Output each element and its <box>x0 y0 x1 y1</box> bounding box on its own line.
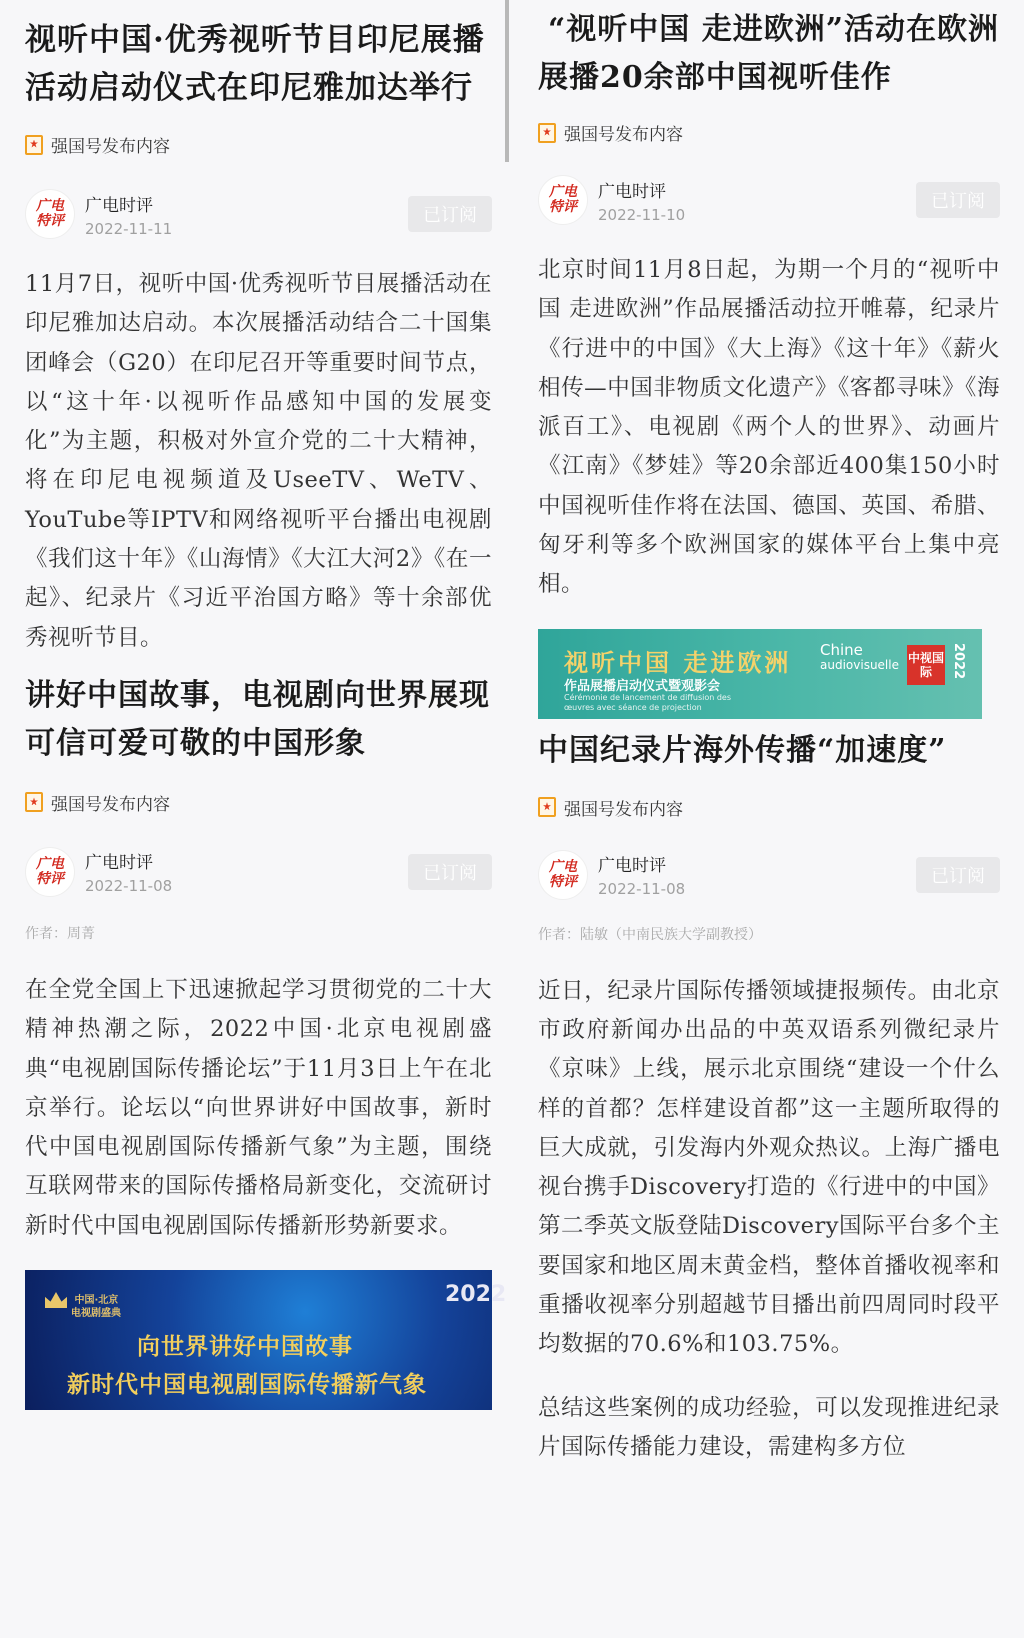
banner-subtitle: 作品展播启动仪式暨观影会 <box>564 678 721 694</box>
crown-icon <box>45 1292 67 1308</box>
author-row <box>538 850 1000 900</box>
publish-date: 2022-11-10 <box>598 205 686 224</box>
publish-date: 2022-11-11 <box>85 219 173 238</box>
publish-date: 2022-11-08 <box>598 880 686 899</box>
publisher-badge-icon <box>25 135 43 155</box>
avatar[interactable]: 广电 特评 <box>538 850 588 900</box>
article-card[interactable] <box>538 6 1000 719</box>
article-banner-image[interactable] <box>25 1270 507 1410</box>
source-label: 强国号发布内容 <box>564 125 683 145</box>
subscribed-button[interactable]: 已订阅 <box>916 182 1000 218</box>
article-body: 在全党全国上下迅速掀起学习贯彻党的二十大精神热潮之际，2022中国·北京电视剧盛典“电视剧国际传播论坛”于11月3日上午在北京举行。论坛以“向世界讲好中国故事，新时代中国电视剧国际传播新气象”为主题，围绕互联网带来的国际传播格局新变化，交流研讨新时代中国电视剧国际传播新形势新要求。 <box>25 976 492 1239</box>
article-body: 11月7日，视听中国·优秀视听节目展播活动在印尼雅加达启动。本次展播活动结合二十国集团峰会（G20）在印尼召开等重要时间节点，以“这十年·以视听作品感知中国的发展变化”为主题，积极对外宣介党的二十大精神，将在印尼电视频道及UseeTV、WeTV、YouTube等IPTV和网络视听平台播出电视剧《我们这十年》《山海情》《大江大河2》《在一起》、纪录片《习近平治国方略》等十余部优秀视听节目。 <box>25 271 492 651</box>
subscribed-button[interactable]: 已订阅 <box>916 857 1000 893</box>
article-body-continued: 总结这些案例的成功经验，可以发现推进纪录片国际传播能力建设，需建构多方位 <box>538 1394 1000 1460</box>
article-title[interactable]: 视听中国·优秀视听节目印尼展播活动启动仪式在印尼雅加达举行 <box>25 22 485 106</box>
author-name[interactable]: 广电时评 <box>598 856 666 877</box>
article-title[interactable]: 中国纪录片海外传播“加速度” <box>538 732 947 768</box>
article-byline: 作者：陆敏（中南民族大学副教授） <box>538 926 762 943</box>
article-body: 近日，纪录片国际传播领域捷报频传。由北京市政府新闻办出品的中英双语系列微纪录片《京味》上线，展示北京围绕“建设一个什么样的首都？怎样建设首都”这一主题所取得的巨大成就，引发海内外观众热议。上海广播电视台携手Discovery打造的《行进中的中国》第二季英文版登陆Discovery国际平台多个主要国家和地区周末黄金档，整体首播收视率和重播收视率分别超越节目播出前四周同时段平均数据的70.6%和103.75%。 <box>538 977 1000 1358</box>
avatar[interactable]: 广电 特评 <box>25 847 75 897</box>
left-column <box>0 0 512 1410</box>
article-card[interactable] <box>25 672 507 1410</box>
source-label: 强国号发布内容 <box>51 794 170 815</box>
banner-french-title: Chine audiovisuelle <box>820 640 899 672</box>
article-title[interactable]: “视听中国 走进欧洲”活动在欧洲展播20余部中国视听佳作 <box>538 12 999 95</box>
subscribed-button[interactable]: 已订阅 <box>408 854 492 890</box>
source-tag <box>25 790 492 815</box>
cctv-international-logo: 中视国际 <box>907 645 945 685</box>
article-title[interactable]: 讲好中国故事，电视剧向世界展现可信可爱可敬的中国形象 <box>25 677 490 761</box>
avatar[interactable]: 广电 特评 <box>25 189 75 239</box>
author-name[interactable]: 广电时评 <box>598 181 666 202</box>
publisher-badge-icon <box>25 792 43 812</box>
article-byline: 作者：周菁 <box>25 925 95 942</box>
article-card[interactable] <box>25 16 492 658</box>
publisher-badge-icon <box>538 797 556 817</box>
banner-subheadline: 新时代中国电视剧国际传播新气象 <box>67 1372 427 1399</box>
source-tag <box>538 795 1000 820</box>
author-name[interactable]: 广电时评 <box>85 195 153 216</box>
article-banner-image[interactable] <box>538 629 982 719</box>
banner-year: 2022 <box>445 1282 507 1308</box>
subscribed-button[interactable]: 已订阅 <box>408 196 492 232</box>
author-row <box>25 189 492 239</box>
avatar[interactable]: 广电 特评 <box>538 175 588 225</box>
right-column <box>512 0 1024 1467</box>
source-tag <box>25 132 492 157</box>
banner-year: 2022 <box>951 642 966 679</box>
publisher-badge-icon <box>538 123 556 143</box>
article-body: 北京时间11月8日起，为期一个月的“视听中国 走进欧洲”作品展播活动拉开帷幕，纪录片《行进中的中国》《大上海》《这十年》《薪火相传—中国非物质文化遗产》《客都寻味》《海派百工》、电视剧《两个人的世界》、动画片《江南》《梦娃》等20余部近400集150小时中国视听佳作将在法国、德国、英国、希腊、匈牙利等多个欧洲国家的媒体平台上集中亮相。 <box>538 257 1000 598</box>
publish-date: 2022-11-08 <box>85 877 173 896</box>
banner-caption: Cérémonie de lancement de diffusion des œuvres avec séance de projection <box>564 692 732 712</box>
author-name[interactable]: 广电时评 <box>85 853 153 874</box>
banner-headline: 向世界讲好中国故事 <box>137 1334 353 1361</box>
article-card[interactable] <box>538 727 1000 1468</box>
author-row <box>25 847 492 897</box>
gala-logo: 中国·北京 电视剧盛典 <box>45 1292 121 1320</box>
author-row <box>538 175 1000 225</box>
source-label: 强国号发布内容 <box>564 799 683 820</box>
source-tag <box>538 120 1000 145</box>
source-label: 强国号发布内容 <box>51 137 170 157</box>
banner-title: 视听中国 走进欧洲 <box>564 648 792 677</box>
